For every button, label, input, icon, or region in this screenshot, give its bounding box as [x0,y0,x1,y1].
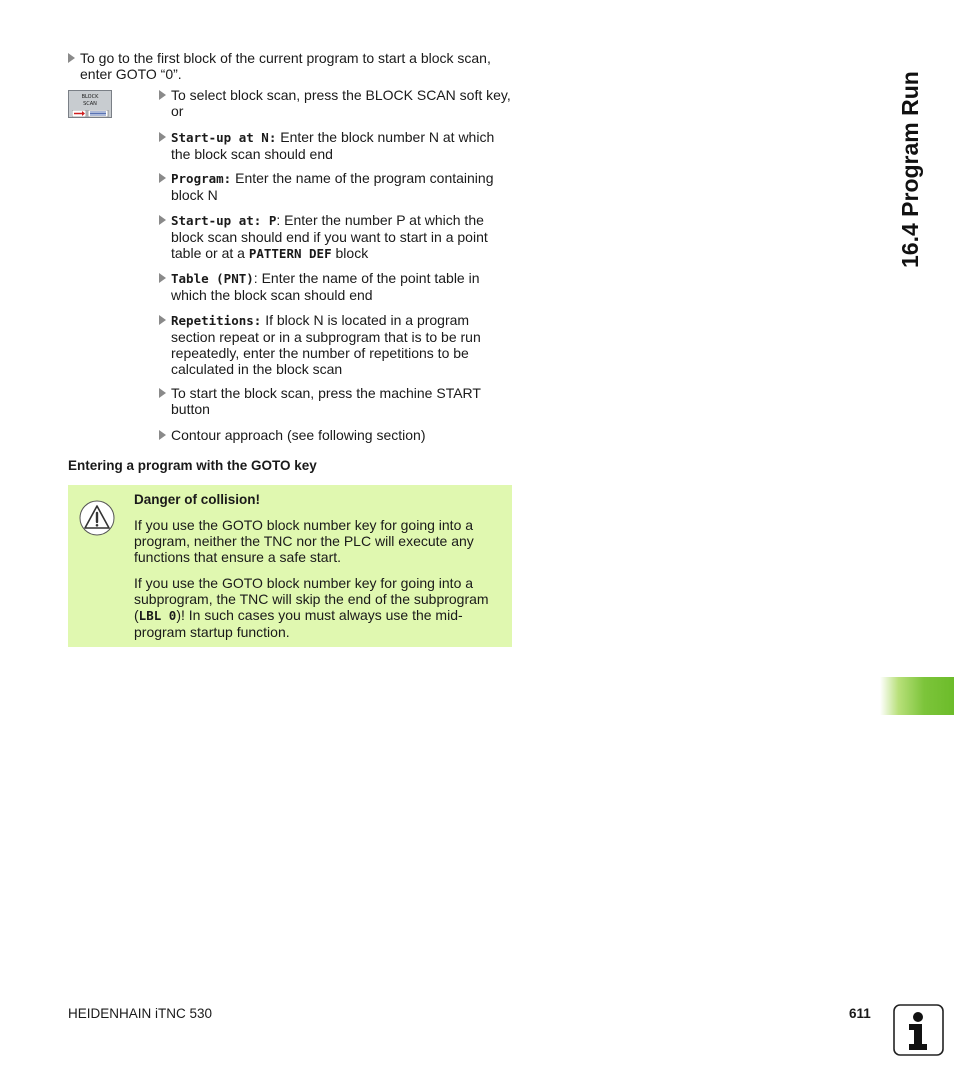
step-arrow-icon [159,430,166,440]
step-press-start [159,385,515,417]
step-text: To select block scan, press the BLOCK SCAN soft key, or [171,87,511,119]
step-arrow-icon [159,315,166,325]
page-number: 611 [849,1006,871,1021]
softkey-label-line1: BLOCK [81,94,99,100]
footer-product: HEIDENHAIN iTNC 530 [68,1006,213,1021]
block-scan-softkey-icon [68,90,112,118]
step-text: : Enter the number P at which the block scan should end if you want to start in a point table or at a [171,212,488,261]
warning-title: Danger of collision! [134,492,261,507]
dialog-prompt: Repetitions: [171,313,262,328]
info-icon [893,1004,944,1056]
step-text: Enter the block number N at which the block scan should end [171,129,495,162]
warning-text: If you use the GOTO block number key for going into a subprogram, the TNC will skip the end of the subprogram ( [134,575,489,623]
dialog-prompt: Start-up at: P [171,213,277,228]
warning-box [68,485,512,647]
step-arrow-icon [159,132,166,142]
step-contour-approach [159,427,515,443]
step-repetitions [159,312,515,377]
step-arrow-icon [68,53,75,63]
step-program [159,170,515,203]
step-text: To go to the first block of the current program to start a block scan, enter GOTO “0”. [80,50,491,82]
step-select-block-scan [159,87,515,119]
warning-paragraph-1: If you use the GOTO block number key for going into a program, neither the TNC nor the PLC will execute any functions that ensure a safe start. [134,517,474,565]
step-text: If block N is located in a program section repeat or in a subprogram that is to be run repeatedly, enter the number of repetitions to be calculated in the block scan [171,312,481,377]
step-text: To start the block scan, press the machine START button [171,385,481,417]
step-text: Contour approach (see following section) [171,427,426,443]
step-start-up-at-n [159,129,515,162]
softkey-arrow-icon [72,110,110,117]
step-arrow-icon [159,90,166,100]
step-text-end: block [331,245,369,261]
side-title: 16.4 Program Run [897,71,923,268]
section-heading: Entering a program with the GOTO key [68,458,317,473]
softkey-label-line2: SCAN [83,101,97,107]
dialog-prompt: Program: [171,171,232,186]
step-arrow-icon [159,173,166,183]
dialog-prompt: Table (PNT) [171,271,254,286]
warning-text-end: )! In such cases you must always use the mid-program startup function. [134,607,463,640]
pattern-def-code: PATTERN DEF [248,246,332,261]
warning-triangle-icon [78,499,116,537]
step-arrow-icon [159,388,166,398]
chapter-tab [880,677,954,715]
step-arrow-icon [159,273,166,283]
step-table-pnt [159,270,515,303]
warning-paragraph-2 [134,575,506,640]
step-text: Enter the name of the program containing block N [171,170,494,203]
lbl0-code: LBL 0 [138,608,177,623]
step-text: : Enter the name of the point table in which the block scan should end [171,270,480,303]
step-arrow-icon [159,215,166,225]
step-goto-zero [68,50,518,82]
step-start-up-at-p [159,212,515,262]
dialog-prompt: Start-up at N: [171,130,277,145]
